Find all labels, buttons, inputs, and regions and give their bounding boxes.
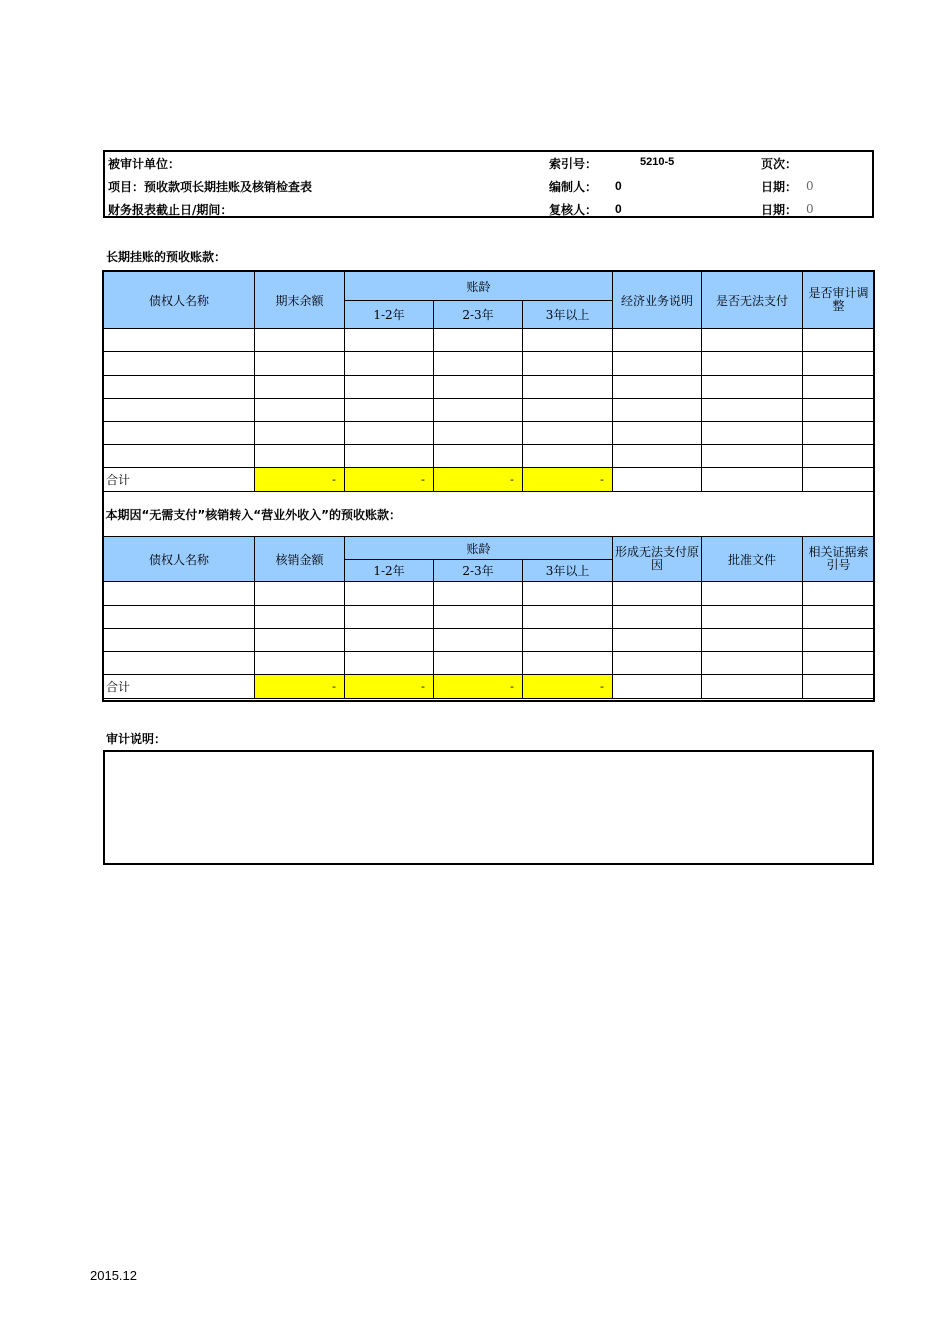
period-label: 财务报表截止日/期间：	[108, 203, 233, 217]
page-label: 页次：	[761, 157, 798, 171]
date-label-2: 日期：	[761, 203, 798, 217]
s1-header-aging-3-plus: 3年以上	[523, 301, 613, 329]
s2-total-writeoff: -	[255, 675, 345, 699]
index-value: 5210-5	[640, 156, 675, 168]
s1-header-aging-2-3: 2-3年	[434, 301, 523, 329]
footer-version: 2015.12	[90, 1268, 137, 1283]
s1-total-label: 合计	[104, 468, 255, 492]
audit-note-label: 审计说明：	[106, 732, 167, 746]
s1-total-row	[104, 468, 875, 492]
s2-total-label: 合计	[104, 675, 255, 699]
s1-header-creditor: 债权人名称	[104, 272, 255, 329]
table-row	[104, 582, 875, 606]
s1-header-business-desc: 经济业务说明	[613, 272, 702, 329]
s1-total-aging-3-plus: -	[523, 468, 613, 492]
s1-total-aging-2-3: -	[434, 468, 523, 492]
s2-header-aging: 账龄	[345, 537, 613, 560]
table-row	[104, 422, 875, 445]
s1-header-audit-adjust: 是否审计调整	[803, 272, 875, 329]
reviewer-value: 0	[615, 202, 622, 216]
main-table	[103, 271, 875, 699]
s2-header-writeoff: 核销金额	[255, 537, 345, 582]
section1-title: 长期挂账的预收账款：	[106, 250, 227, 264]
s1-total-aging-1-2: -	[345, 468, 434, 492]
preparer-value: 0	[615, 179, 622, 193]
table-row	[104, 629, 875, 652]
date-value-2: 0	[806, 202, 814, 216]
section2-title: 本期因“无需支付”核销转入“营业外收入”的预收账款：	[104, 492, 875, 537]
table-row	[104, 352, 875, 376]
s1-header-unable-to-pay: 是否无法支付	[702, 272, 803, 329]
s1-total-balance: -	[255, 468, 345, 492]
table-row	[104, 376, 875, 399]
table-row	[104, 652, 875, 675]
s2-total-aging-2-3: -	[434, 675, 523, 699]
table-row	[104, 445, 875, 468]
s2-header-evidence-index: 相关证据索引号	[803, 537, 875, 582]
s2-header-aging-1-2: 1-2年	[345, 560, 434, 582]
index-label: 索引号：	[549, 157, 598, 171]
s2-total-aging-3-plus: -	[523, 675, 613, 699]
s1-header-balance: 期末余额	[255, 272, 345, 329]
s2-header-approval: 批准文件	[702, 537, 803, 582]
s2-header-aging-3-plus: 3年以上	[523, 560, 613, 582]
preparer-label: 编制人：	[549, 180, 598, 194]
date-label-1: 日期：	[761, 180, 798, 194]
audited-unit-label: 被审计单位：	[108, 157, 181, 171]
s2-header-aging-2-3: 2-3年	[434, 560, 523, 582]
reviewer-label: 复核人：	[549, 203, 598, 217]
table-row	[104, 399, 875, 422]
audit-note-box[interactable]	[103, 750, 874, 865]
s2-total-row	[104, 675, 875, 699]
table-row	[104, 329, 875, 352]
header-box	[103, 150, 874, 218]
date-value-1: 0	[806, 179, 814, 193]
s2-header-creditor: 债权人名称	[104, 537, 255, 582]
s2-header-reason: 形成无法支付原因	[613, 537, 702, 582]
project-label: 项目：预收款项长期挂账及核销检查表	[108, 180, 313, 194]
table-row	[104, 606, 875, 629]
s1-header-aging: 账龄	[345, 272, 613, 301]
s2-total-aging-1-2: -	[345, 675, 434, 699]
s1-header-aging-1-2: 1-2年	[345, 301, 434, 329]
